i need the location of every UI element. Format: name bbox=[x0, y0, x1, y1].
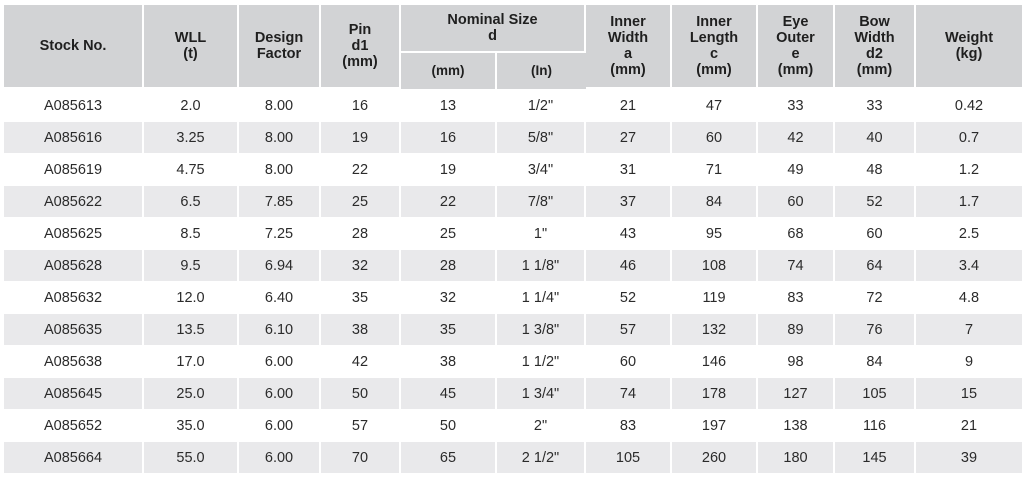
cell-stock-no: A085632 bbox=[4, 281, 144, 313]
cell-weight: 0.42 bbox=[916, 89, 1022, 121]
cell-wll: 35.0 bbox=[144, 409, 239, 441]
cell-inner-length: 119 bbox=[672, 281, 758, 313]
col-header-design-factor bbox=[239, 5, 321, 89]
header-line: (kg) bbox=[955, 46, 983, 62]
cell-nominal-mm: 35 bbox=[401, 313, 497, 345]
cell-inner-width: 60 bbox=[586, 345, 672, 377]
col-header-stock-no bbox=[4, 5, 144, 89]
header-line: Inner bbox=[696, 14, 732, 30]
cell-bow-width: 52 bbox=[835, 185, 916, 217]
cell-nominal-mm: 45 bbox=[401, 377, 497, 409]
header-line: Width bbox=[854, 30, 895, 46]
cell-design-factor: 8.00 bbox=[239, 89, 321, 121]
header-line: Design bbox=[254, 30, 304, 46]
table-row bbox=[4, 345, 1022, 377]
table-header bbox=[4, 5, 1022, 89]
header-line: Pin bbox=[348, 22, 372, 38]
cell-eye-outer: 60 bbox=[758, 185, 835, 217]
cell-bow-width: 64 bbox=[835, 249, 916, 281]
header-line: (mm) bbox=[342, 54, 378, 70]
cell-nominal-mm: 65 bbox=[401, 441, 497, 473]
cell-eye-outer: 33 bbox=[758, 89, 835, 121]
cell-design-factor: 6.00 bbox=[239, 345, 321, 377]
table-row bbox=[4, 409, 1022, 441]
cell-design-factor: 6.94 bbox=[239, 249, 321, 281]
cell-design-factor: 6.10 bbox=[239, 313, 321, 345]
cell-eye-outer: 83 bbox=[758, 281, 835, 313]
cell-inner-width: 83 bbox=[586, 409, 672, 441]
table-row bbox=[4, 89, 1022, 121]
table-row bbox=[4, 217, 1022, 249]
cell-inner-width: 31 bbox=[586, 153, 672, 185]
header-line: Bow bbox=[859, 14, 890, 30]
header-line: (mm) bbox=[431, 63, 465, 78]
cell-weight: 2.5 bbox=[916, 217, 1022, 249]
header-line: d2 bbox=[866, 46, 883, 62]
col-header-nominal-in bbox=[497, 53, 586, 89]
cell-eye-outer: 68 bbox=[758, 217, 835, 249]
header-line: a bbox=[623, 46, 633, 62]
header-line: e bbox=[791, 46, 800, 62]
cell-bow-width: 145 bbox=[835, 441, 916, 473]
header-line: d bbox=[488, 28, 497, 44]
cell-weight: 4.8 bbox=[916, 281, 1022, 313]
cell-inner-width: 74 bbox=[586, 377, 672, 409]
cell-wll: 8.5 bbox=[144, 217, 239, 249]
cell-stock-no: A085645 bbox=[4, 377, 144, 409]
cell-stock-no: A085635 bbox=[4, 313, 144, 345]
cell-design-factor: 6.40 bbox=[239, 281, 321, 313]
cell-pin: 42 bbox=[321, 345, 401, 377]
header-line: Length bbox=[689, 30, 739, 46]
header-line: (mm) bbox=[610, 62, 646, 78]
cell-inner-width: 46 bbox=[586, 249, 672, 281]
cell-wll: 2.0 bbox=[144, 89, 239, 121]
cell-nominal-in: 1 3/4" bbox=[497, 377, 586, 409]
cell-weight: 0.7 bbox=[916, 121, 1022, 153]
cell-weight: 1.7 bbox=[916, 185, 1022, 217]
header-line: WLL bbox=[174, 30, 207, 46]
header-line: (mm) bbox=[696, 62, 732, 78]
cell-inner-width: 27 bbox=[586, 121, 672, 153]
table-row bbox=[4, 313, 1022, 345]
cell-inner-length: 132 bbox=[672, 313, 758, 345]
cell-nominal-mm: 32 bbox=[401, 281, 497, 313]
header-line: Eye bbox=[782, 14, 809, 30]
cell-inner-length: 47 bbox=[672, 89, 758, 121]
cell-eye-outer: 74 bbox=[758, 249, 835, 281]
cell-stock-no: A085616 bbox=[4, 121, 144, 153]
cell-nominal-in: 3/4" bbox=[497, 153, 586, 185]
cell-inner-width: 21 bbox=[586, 89, 672, 121]
cell-design-factor: 8.00 bbox=[239, 153, 321, 185]
cell-inner-width: 105 bbox=[586, 441, 672, 473]
cell-inner-length: 95 bbox=[672, 217, 758, 249]
cell-nominal-in: 5/8" bbox=[497, 121, 586, 153]
col-header-bow-width bbox=[835, 5, 916, 89]
header-line: Nominal Size bbox=[447, 12, 538, 28]
cell-eye-outer: 42 bbox=[758, 121, 835, 153]
cell-pin: 19 bbox=[321, 121, 401, 153]
cell-nominal-mm: 16 bbox=[401, 121, 497, 153]
cell-stock-no: A085625 bbox=[4, 217, 144, 249]
cell-nominal-mm: 28 bbox=[401, 249, 497, 281]
cell-nominal-mm: 13 bbox=[401, 89, 497, 121]
cell-bow-width: 105 bbox=[835, 377, 916, 409]
cell-nominal-mm: 22 bbox=[401, 185, 497, 217]
cell-wll: 4.75 bbox=[144, 153, 239, 185]
col-header-eye-outer bbox=[758, 5, 835, 89]
cell-nominal-in: 1" bbox=[497, 217, 586, 249]
cell-pin: 70 bbox=[321, 441, 401, 473]
cell-inner-length: 260 bbox=[672, 441, 758, 473]
header-line: Factor bbox=[256, 46, 302, 62]
cell-pin: 35 bbox=[321, 281, 401, 313]
cell-weight: 1.2 bbox=[916, 153, 1022, 185]
cell-nominal-mm: 38 bbox=[401, 345, 497, 377]
cell-bow-width: 48 bbox=[835, 153, 916, 185]
cell-pin: 38 bbox=[321, 313, 401, 345]
table-row bbox=[4, 153, 1022, 185]
cell-design-factor: 8.00 bbox=[239, 121, 321, 153]
cell-nominal-mm: 50 bbox=[401, 409, 497, 441]
cell-eye-outer: 89 bbox=[758, 313, 835, 345]
cell-wll: 55.0 bbox=[144, 441, 239, 473]
header-line: Weight bbox=[944, 30, 994, 46]
header-line: Stock No. bbox=[39, 38, 107, 54]
cell-pin: 50 bbox=[321, 377, 401, 409]
col-header-wll bbox=[144, 5, 239, 89]
cell-stock-no: A085619 bbox=[4, 153, 144, 185]
cell-weight: 9 bbox=[916, 345, 1022, 377]
cell-stock-no: A085638 bbox=[4, 345, 144, 377]
cell-weight: 39 bbox=[916, 441, 1022, 473]
header-line: c bbox=[709, 46, 719, 62]
cell-weight: 3.4 bbox=[916, 249, 1022, 281]
cell-wll: 12.0 bbox=[144, 281, 239, 313]
table-row bbox=[4, 377, 1022, 409]
col-header-pin bbox=[321, 5, 401, 89]
cell-bow-width: 33 bbox=[835, 89, 916, 121]
cell-wll: 25.0 bbox=[144, 377, 239, 409]
table-body bbox=[4, 89, 1022, 473]
cell-inner-width: 57 bbox=[586, 313, 672, 345]
cell-nominal-in: 1/2" bbox=[497, 89, 586, 121]
cell-wll: 3.25 bbox=[144, 121, 239, 153]
cell-design-factor: 6.00 bbox=[239, 377, 321, 409]
cell-nominal-in: 2 1/2" bbox=[497, 441, 586, 473]
cell-eye-outer: 98 bbox=[758, 345, 835, 377]
table-row bbox=[4, 121, 1022, 153]
cell-wll: 17.0 bbox=[144, 345, 239, 377]
cell-inner-width: 43 bbox=[586, 217, 672, 249]
cell-bow-width: 72 bbox=[835, 281, 916, 313]
cell-nominal-mm: 25 bbox=[401, 217, 497, 249]
cell-inner-length: 178 bbox=[672, 377, 758, 409]
cell-wll: 6.5 bbox=[144, 185, 239, 217]
cell-nominal-mm: 19 bbox=[401, 153, 497, 185]
cell-nominal-in: 1 1/4" bbox=[497, 281, 586, 313]
table-row bbox=[4, 441, 1022, 473]
cell-inner-length: 108 bbox=[672, 249, 758, 281]
table-row bbox=[4, 281, 1022, 313]
cell-inner-length: 146 bbox=[672, 345, 758, 377]
cell-eye-outer: 49 bbox=[758, 153, 835, 185]
cell-bow-width: 84 bbox=[835, 345, 916, 377]
cell-inner-width: 52 bbox=[586, 281, 672, 313]
shackle-spec-table bbox=[4, 5, 1022, 473]
col-header-nominal-mm bbox=[401, 53, 497, 89]
cell-inner-length: 84 bbox=[672, 185, 758, 217]
cell-wll: 13.5 bbox=[144, 313, 239, 345]
cell-weight: 15 bbox=[916, 377, 1022, 409]
cell-eye-outer: 180 bbox=[758, 441, 835, 473]
cell-bow-width: 76 bbox=[835, 313, 916, 345]
cell-nominal-in: 7/8" bbox=[497, 185, 586, 217]
cell-pin: 57 bbox=[321, 409, 401, 441]
cell-weight: 7 bbox=[916, 313, 1022, 345]
table-row bbox=[4, 249, 1022, 281]
cell-stock-no: A085622 bbox=[4, 185, 144, 217]
cell-pin: 25 bbox=[321, 185, 401, 217]
cell-pin: 32 bbox=[321, 249, 401, 281]
cell-pin: 22 bbox=[321, 153, 401, 185]
cell-stock-no: A085613 bbox=[4, 89, 144, 121]
cell-eye-outer: 138 bbox=[758, 409, 835, 441]
cell-inner-length: 71 bbox=[672, 153, 758, 185]
cell-inner-width: 37 bbox=[586, 185, 672, 217]
spec-table-container bbox=[4, 5, 1022, 473]
header-line: Inner bbox=[610, 14, 646, 30]
cell-stock-no: A085652 bbox=[4, 409, 144, 441]
cell-design-factor: 7.25 bbox=[239, 217, 321, 249]
col-header-inner-width bbox=[586, 5, 672, 89]
cell-bow-width: 116 bbox=[835, 409, 916, 441]
cell-inner-length: 197 bbox=[672, 409, 758, 441]
header-line: (In) bbox=[531, 63, 552, 78]
header-line: d1 bbox=[351, 38, 369, 54]
cell-weight: 21 bbox=[916, 409, 1022, 441]
cell-stock-no: A085664 bbox=[4, 441, 144, 473]
cell-wll: 9.5 bbox=[144, 249, 239, 281]
cell-pin: 28 bbox=[321, 217, 401, 249]
table-row bbox=[4, 185, 1022, 217]
cell-nominal-in: 2" bbox=[497, 409, 586, 441]
col-header-nominal-size bbox=[401, 5, 586, 53]
cell-inner-length: 60 bbox=[672, 121, 758, 153]
header-line: Outer bbox=[776, 30, 815, 46]
cell-nominal-in: 1 1/8" bbox=[497, 249, 586, 281]
cell-design-factor: 6.00 bbox=[239, 409, 321, 441]
cell-nominal-in: 1 3/8" bbox=[497, 313, 586, 345]
header-line: (mm) bbox=[856, 62, 893, 78]
col-header-inner-length bbox=[672, 5, 758, 89]
cell-design-factor: 7.85 bbox=[239, 185, 321, 217]
cell-nominal-in: 1 1/2" bbox=[497, 345, 586, 377]
cell-bow-width: 60 bbox=[835, 217, 916, 249]
cell-design-factor: 6.00 bbox=[239, 441, 321, 473]
col-header-weight bbox=[916, 5, 1022, 89]
header-line: Width bbox=[607, 30, 649, 46]
cell-bow-width: 40 bbox=[835, 121, 916, 153]
cell-eye-outer: 127 bbox=[758, 377, 835, 409]
cell-stock-no: A085628 bbox=[4, 249, 144, 281]
header-line: (t) bbox=[183, 46, 198, 62]
header-line: (mm) bbox=[777, 62, 814, 78]
cell-pin: 16 bbox=[321, 89, 401, 121]
